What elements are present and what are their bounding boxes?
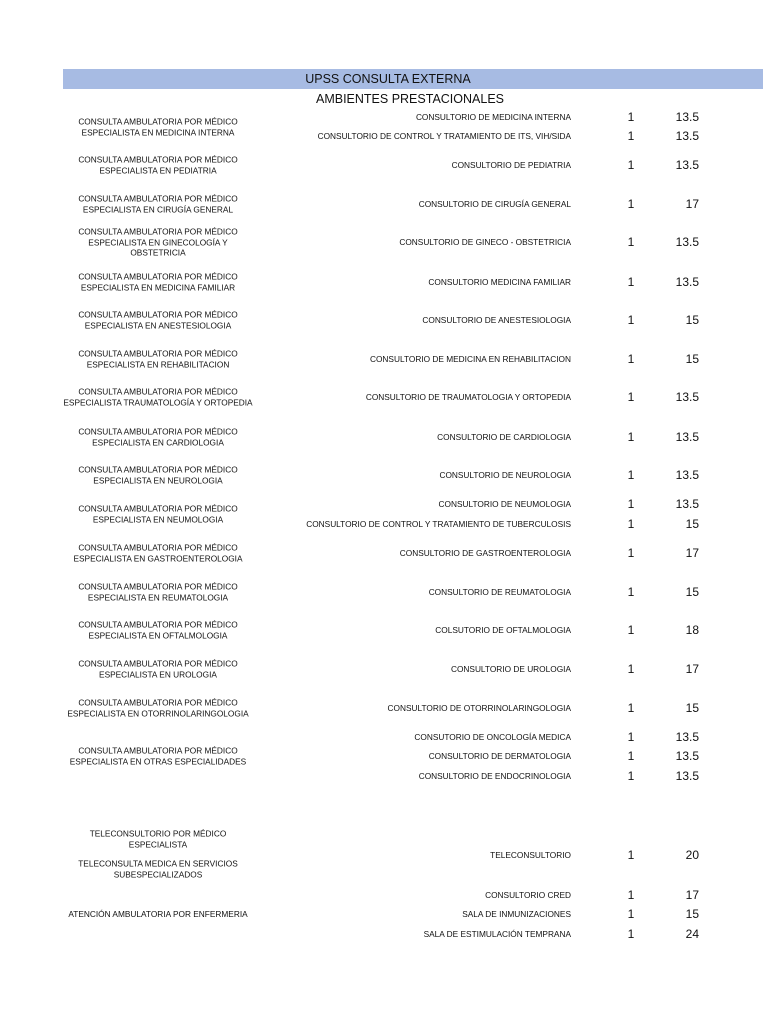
environment-name: CONSULTORIO DE DERMATOLOGIA	[428, 751, 571, 761]
group-label: CONSULTA AMBULATORIA POR MÉDICO ESPECIALISTA EN MEDICINA FAMILIAR	[78, 271, 238, 292]
group-label: CONSULTA AMBULATORIA POR MÉDICO ESPECIALISTA EN REUMATOLOGIA	[78, 581, 238, 602]
area-cell: 13.5	[675, 158, 699, 172]
quantity-cell: 1	[627, 701, 635, 715]
environment-name: CONSULTORIO DE REUMATOLOGIA	[428, 587, 571, 597]
quantity-cell: 1	[627, 352, 635, 366]
quantity-cell: 1	[627, 497, 635, 511]
group-label: CONSULTA AMBULATORIA POR MÉDICO ESPECIALISTA EN OTORRINOLARINGOLOGIA	[67, 697, 249, 718]
quantity-cell: 1	[627, 927, 635, 941]
environment-name: CONSULTORIO MEDICINA FAMILIAR	[428, 277, 571, 287]
environment-name: TELECONSULTORIO	[490, 850, 571, 860]
area-cell: 20	[685, 848, 699, 862]
quantity-cell: 1	[627, 907, 635, 921]
quantity-cell: 1	[627, 623, 635, 637]
group-label: CONSULTA AMBULATORIA POR MÉDICO ESPECIALISTA EN OFTALMOLOGIA	[78, 619, 238, 640]
table-header-bar	[63, 69, 763, 89]
group-label: CONSULTA AMBULATORIA POR MÉDICO ESPECIALISTA EN GASTROENTEROLOGIA	[73, 542, 243, 563]
environment-name: CONSULTORIO CRED	[485, 890, 571, 900]
quantity-cell: 1	[627, 769, 635, 783]
group-label: CONSULTA AMBULATORIA POR MÉDICO ESPECIALISTA EN GINECOLOGÍA Y OBSTETRICIA	[78, 226, 238, 258]
group-label: ATENCIÓN AMBULATORIA POR ENFERMERIA	[68, 908, 248, 919]
quantity-cell: 1	[627, 129, 635, 143]
environment-name: CONSULTORIO DE PEDIATRIA	[451, 160, 571, 170]
quantity-cell: 1	[627, 158, 635, 172]
area-cell: 13.5	[675, 235, 699, 249]
environment-name: CONSULTORIO DE ENDOCRINOLOGIA	[418, 771, 571, 781]
group-label: CONSULTA AMBULATORIA POR MÉDICO ESPECIALISTA EN NEUROLOGIA	[78, 464, 238, 485]
environment-name: CONSUTORIO DE ONCOLOGÍA MEDICA	[414, 732, 571, 742]
group-label: CONSULTA AMBULATORIA POR MÉDICO ESPECIALISTA TRAUMATOLOGÍA Y ORTOPEDIA	[63, 386, 253, 407]
table-title: UPSS CONSULTA EXTERNA	[305, 72, 471, 86]
environment-name: CONSULTORIO DE CONTROL Y TRATAMIENTO DE ITS, VIH/SIDA	[317, 131, 571, 141]
quantity-cell: 1	[627, 662, 635, 676]
quantity-cell: 1	[627, 749, 635, 763]
area-cell: 17	[685, 197, 699, 211]
environment-name: SALA DE INMUNIZACIONES	[462, 909, 571, 919]
area-cell: 13.5	[675, 468, 699, 482]
area-cell: 15	[685, 313, 699, 327]
group-label: CONSULTA AMBULATORIA POR MÉDICO ESPECIALISTA EN MEDICINA INTERNA	[78, 116, 238, 137]
area-cell: 15	[685, 907, 699, 921]
group-label: CONSULTA AMBULATORIA POR MÉDICO ESPECIALISTA EN ANESTESIOLOGIA	[78, 309, 238, 330]
quantity-cell: 1	[627, 585, 635, 599]
environment-name: CONSULTORIO DE NEUROLOGIA	[439, 470, 571, 480]
area-cell: 13.5	[675, 275, 699, 289]
quantity-cell: 1	[627, 275, 635, 289]
group-label: CONSULTA AMBULATORIA POR MÉDICO ESPECIALISTA EN CIRUGÍA GENERAL	[78, 193, 238, 214]
environment-name: CONSULTORIO DE MEDICINA EN REHABILITACION	[369, 354, 571, 364]
environment-name: CONSULTORIO DE NEUMOLOGIA	[438, 499, 571, 509]
quantity-cell: 1	[627, 546, 635, 560]
area-cell: 13.5	[675, 129, 699, 143]
area-cell: 13.5	[675, 430, 699, 444]
quantity-cell: 1	[627, 468, 635, 482]
area-cell: 13.5	[675, 769, 699, 783]
environment-name: COLSUTORIO DE OFTALMOLOGIA	[435, 625, 571, 635]
area-cell: 17	[685, 546, 699, 560]
area-cell: 17	[685, 888, 699, 902]
area-cell: 13.5	[675, 390, 699, 404]
group-label: TELECONSULTORIO POR MÉDICO ESPECIALISTA	[89, 828, 227, 849]
environment-name: SALA DE ESTIMULACIÓN TEMPRANA	[423, 929, 571, 939]
area-cell: 15	[685, 585, 699, 599]
group-label: CONSULTA AMBULATORIA POR MÉDICO ESPECIALISTA EN REHABILITACION	[78, 348, 238, 369]
environment-name: CONSULTORIO DE CIRUGÍA GENERAL	[418, 199, 571, 209]
group-label: CONSULTA AMBULATORIA POR MÉDICO ESPECIALISTA EN UROLOGIA	[78, 658, 238, 679]
group-label: CONSULTA AMBULATORIA POR MÉDICO ESPECIALISTA EN PEDIATRIA	[78, 154, 238, 175]
environment-name: CONSULTORIO DE MEDICINA INTERNA	[415, 112, 571, 122]
area-cell: 17	[685, 662, 699, 676]
area-cell: 13.5	[675, 497, 699, 511]
area-cell: 15	[685, 352, 699, 366]
quantity-cell: 1	[627, 197, 635, 211]
quantity-cell: 1	[627, 430, 635, 444]
quantity-cell: 1	[627, 730, 635, 744]
area-cell: 15	[685, 517, 699, 531]
quantity-cell: 1	[627, 390, 635, 404]
environment-name: CONSULTORIO DE UROLOGIA	[450, 664, 571, 674]
area-cell: 13.5	[675, 730, 699, 744]
quantity-cell: 1	[627, 110, 635, 124]
group-label: CONSULTA AMBULATORIA POR MÉDICO ESPECIALISTA EN OTRAS ESPECIALIDADES	[69, 745, 247, 766]
area-cell: 15	[685, 701, 699, 715]
environment-name: CONSULTORIO DE TRAUMATOLOGIA Y ORTOPEDIA	[365, 392, 571, 402]
group-label: CONSULTA AMBULATORIA POR MÉDICO ESPECIALISTA EN CARDIOLOGIA	[78, 426, 238, 447]
area-cell: 24	[685, 927, 699, 941]
area-cell: 18	[685, 623, 699, 637]
environment-name: CONSULTORIO DE ANESTESIOLOGIA	[422, 315, 571, 325]
environment-name: CONSULTORIO DE GINECO - OBSTETRICIA	[399, 237, 571, 247]
area-cell: 13.5	[675, 110, 699, 124]
quantity-cell: 1	[627, 888, 635, 902]
environment-name: CONSULTORIO DE CARDIOLOGIA	[437, 432, 571, 442]
quantity-cell: 1	[627, 517, 635, 531]
environment-name: CONSULTORIO DE GASTROENTEROLOGIA	[399, 548, 571, 558]
group-label: TELECONSULTA MEDICA EN SERVICIOS SUBESPECIALIZADOS	[78, 858, 238, 879]
environment-name: CONSULTORIO DE OTORRINOLARINGOLOGIA	[387, 703, 571, 713]
quantity-cell: 1	[627, 848, 635, 862]
area-cell: 13.5	[675, 749, 699, 763]
table-subtitle: AMBIENTES PRESTACIONALES	[315, 92, 504, 106]
quantity-cell: 1	[627, 313, 635, 327]
environment-name: CONSULTORIO DE CONTROL Y TRATAMIENTO DE TUBERCULOSIS	[306, 519, 571, 529]
quantity-cell: 1	[627, 235, 635, 249]
group-label: CONSULTA AMBULATORIA POR MÉDICO ESPECIALISTA EN NEUMOLOGIA	[78, 503, 238, 524]
